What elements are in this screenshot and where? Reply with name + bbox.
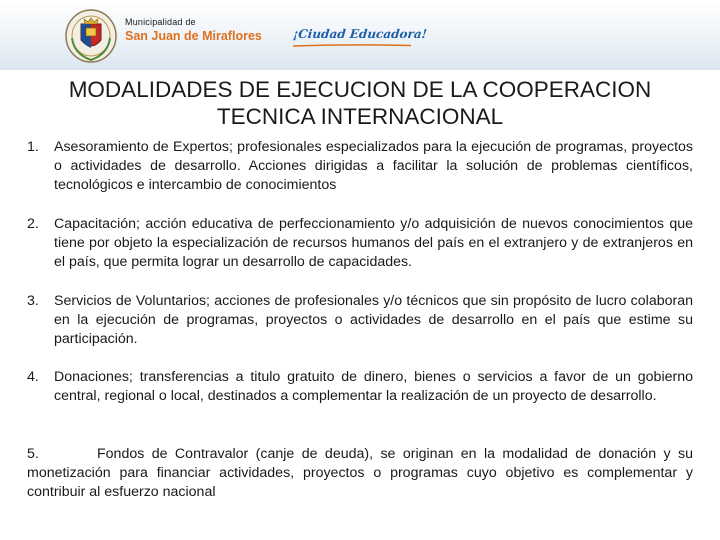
list-item-text: Capacitación; acción educativa de perfeccionamiento y/o adquisición de nuevos conocimientos que tiene por objeto la especialización de recursos humanos del país en el extranjero y de extranjeros en el país, que permita lograr un desarrollo de capacidades. (54, 216, 693, 270)
title-line-2: TECNICA INTERNACIONAL (216, 104, 504, 129)
list-item-number: 4. (27, 369, 39, 385)
list-item (27, 138, 693, 195)
municipal-crest-icon (64, 8, 118, 64)
title-line-1: MODALIDADES DE EJECUCION DE LA COOPERACION (68, 77, 652, 102)
list-item-number: 5. (27, 446, 39, 462)
slogan-swoosh (293, 44, 411, 47)
org-name: San Juan de Miraflores (125, 29, 262, 43)
list-item-text: Servicios de Voluntarios; acciones de profesionales y/o técnicos que sin propósito de lucro colaboran en la ejecución de programas, proyectos o actividades de desarrollo en el país que estime su participación. (54, 293, 693, 347)
page-title (60, 76, 660, 130)
list-item (27, 292, 693, 349)
list-item-number: 1. (27, 139, 39, 155)
list-item-number: 3. (27, 293, 39, 309)
list-item (27, 368, 693, 406)
list-item-number: 2. (27, 216, 39, 232)
slogan: ¡Ciudad Educadora! (292, 27, 428, 41)
list-item (27, 215, 693, 272)
list-item-text: Asesoramiento de Expertos; profesionales especializados para la ejecución de programas, proyectos o actividades de desarrollo. Acciones dirigidas a facilitar la solución de problemas científicos, tecnológicos e intercambio de conocimientos (54, 139, 693, 193)
list-item-text: Fondos de Contravalor (canje de deuda), se originan en la modalidad de donación y su monetización para financiar actividades, proyectos o programas cuyo objetivo es complementar y contribuir al esfuerzo nacional (27, 446, 693, 500)
list-item-text: Donaciones; transferencias a titulo gratuito de dinero, bienes o servicios a favor de un gobierno central, regional o local, destinados a complementar la realización de un proyecto de desarrollo. (54, 369, 693, 404)
org-small-label: Municipalidad de (125, 17, 196, 27)
list-item (27, 445, 693, 502)
